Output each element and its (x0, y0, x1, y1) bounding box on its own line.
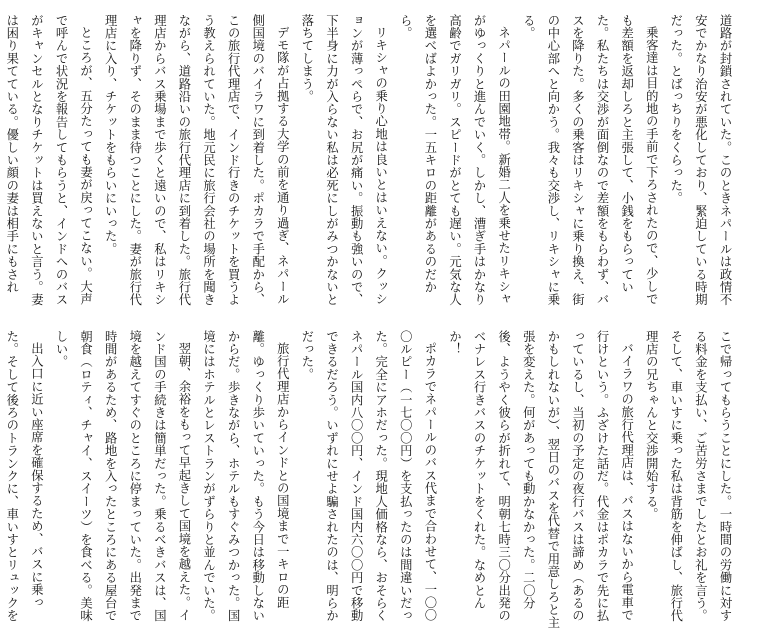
paragraph: 出入口に近い座席を確保するため、バスに乗った。そして後ろのトランクに、車いすとリュックを (4, 330, 44, 623)
paragraph: 翌朝、余裕をもって早起きして国境を越えた。インド国の手続きは簡単だった。乗るべきバスは、国境を越えてすぐのところに停まっていた。出発まで時間があるため、路地を入ったところにある屋台で朝食（ロティ、チャイ、スイーツ）を食べる。美味しい。 (53, 330, 191, 623)
paragraph: 旅行代理店からインドとの国境まで一キロの距離。ゆっくり歩いていった。もう今日は移動しないからだ。歩きながら、ホテルもすぐみつかった。国境にはホテルとレストランがずらりと並んでいた。 (201, 330, 290, 623)
upper-text-block (4, 14, 737, 314)
paragraph: こで帰ってもらうことにした。一時間の労働に対する料金を支払い、ご苦労さまでしたとお礼を言う。そして、車いすに乗った私は背筋を伸ばし、旅行代理店の兄ちゃんと交渉開始する。 (644, 330, 732, 623)
paragraph: ネパールの田園地帯。新婚二人を乗せたリキシャがゆっくりと進んでいく。しかし、漕ぎ手はかなり高齢でガリガリ。スピードがとても遅い。元気な人を選べばよかった。一五キロの距離があるのだから。 (398, 14, 511, 307)
paragraph: 道路が封鎖されていた。このときネパールは政情不安でかなり治安が悪化しており、緊迫している時期だった。とばっちりをくらった。 (668, 14, 732, 307)
paragraph: ポカラでネパールのバス代まで合わせて、一〇〇〇ルピー（一七〇〇円）を支払ったのは間違いだった。完全にアホだった。現地人価格なら、おそらくネパール国内八〇〇円、インド国内六〇〇円で移動できるだろう。いずれにせよ騙されたのは、明らかだった。 (299, 330, 437, 623)
lower-text-block (4, 330, 737, 630)
paragraph: バイラワの旅行代理店は、バスはないから電車で行けという。ふざけた話だ。代金はポカラで先に払っているし、当初の予定の夜行バスは諦め（あるのかもしれないが）、翌日のバスを代替で用意しろと主張を変えた。何があっても動かなかった。二〇分後、ようやく彼らが折れて、明朝七時三〇分出発のベナレス行きバスのチケットをくれた。なめとんか！ (447, 330, 634, 629)
paragraph: デモ隊が占拠する大学の前を通り過ぎ、ネパール側国境のバイラワに到着した。ポカラで手配から、この旅行代理店で、インド行きのチケットを買うよう教えられていた。地元民に旅行会社の場所を聞きながら、道路沿いの旅行代理店に到着した。旅行代理店からバス乗場まで歩くと遠いので、私はリキシャを降りず、そのまま待つことにした。妻が旅行代理店に入り、チケットをもらいにいった。 (103, 14, 290, 307)
paragraph: リキシャの乗り心地は良いとはいえない。クッションが薄っぺらで、お尻が痛い。振動も強いので、下半身に力が入らない私は必死にしがみつかないと落ちてしまう。 (299, 14, 388, 307)
paragraph: 乗客達は目的地の手前で下ろされたので、少しでも差額を返却しろと主張して、小銭をもらっていた。私たちは交渉が面倒なので差額をもらわず、バスを降りた。多くの乗客はリキシャに乗り換え、街の中心部へと向かう。我々も交渉し、リキシャに乗る。 (521, 14, 659, 307)
paragraph: ところが、五分たっても妻が戻ってこない。大声で呼んで状況を報告してもらうと、インドへのバスがキャンセルとなりチケットは買えないと言う。妻は困り果てている。優しい顔の妻は相手にもされ (4, 14, 93, 307)
